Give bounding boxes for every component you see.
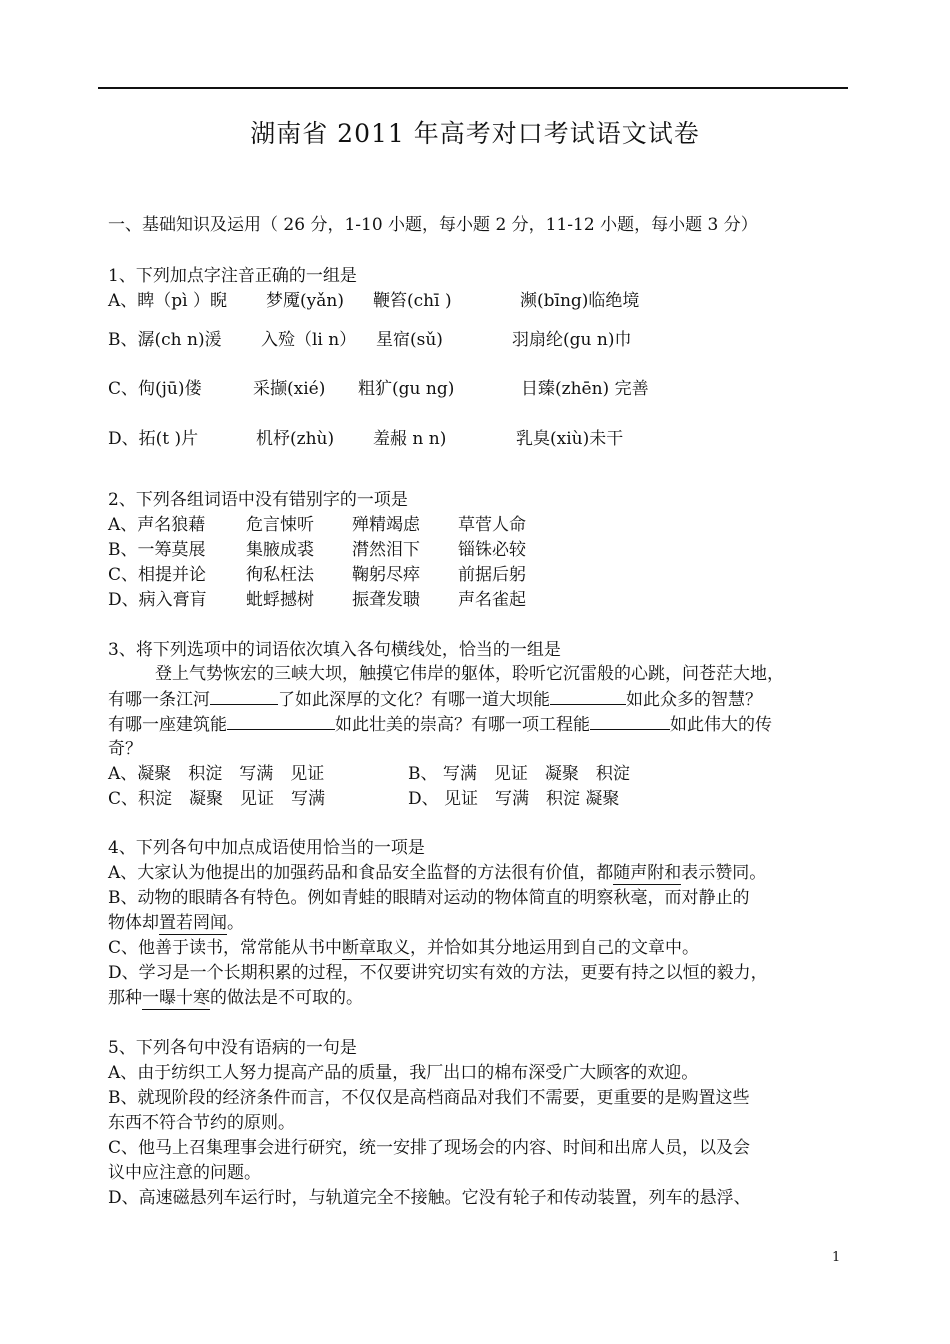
option-text: 羞赧 n n) xyxy=(373,429,447,449)
q5-option-a: A、由于纺织工人努力提高产品的质量，我厂出口的棉布深受广大顾客的欢迎。 xyxy=(108,1063,699,1083)
option-text: 殚精竭虑 xyxy=(352,515,420,535)
q5-stem: 5、下列各句中没有语病的一句是 xyxy=(108,1038,357,1058)
fill-blank xyxy=(210,687,278,705)
q5-option-c: C、他马上召集理事会进行研究，统一安排了现场会的内容、时间和出席人员，以及会 xyxy=(108,1138,751,1158)
option-text: 蚍蜉撼树 xyxy=(246,590,314,610)
q5-option-c-cont: 议中应注意的问题。 xyxy=(108,1163,261,1183)
page-number: 1 xyxy=(832,1250,841,1265)
option-text: C、他善于读书，常常能从书中 xyxy=(108,938,343,958)
fill-blank xyxy=(550,687,626,705)
option-text: 濒(bīng)临绝境 xyxy=(520,291,640,311)
option-text: 粗犷(gu ng) xyxy=(358,379,455,399)
q3-stem: 3、将下列选项中的词语依次填入各句横线处，恰当的一组是 xyxy=(108,640,561,660)
q3-options-ab xyxy=(108,762,630,786)
option-text: 前据后躬 xyxy=(458,565,526,585)
q2-option-d xyxy=(108,588,526,612)
q5-option-b-cont: 东西不符合节约的原则。 xyxy=(108,1113,295,1133)
q4-option-d: D、学习是一个长期积累的过程，不仅要讲究切实有效的方法，更要有持之以恒的毅力， xyxy=(108,963,768,983)
q1-option-c xyxy=(108,377,649,401)
header-rule xyxy=(98,87,848,89)
fill-blank xyxy=(227,712,335,730)
q4-option-a xyxy=(108,861,766,885)
q4-stem: 4、下列各句中加点成语使用恰当的一项是 xyxy=(108,838,425,858)
q3-passage-line: 登上气势恢宏的三峡大坝，触摸它伟岸的躯体，聆听它沉雷般的心跳，问苍茫大地， xyxy=(155,664,784,684)
option-text: D、病入膏肓 xyxy=(108,590,207,610)
option-text: A、凝聚 积淀 写满 见证 xyxy=(108,764,325,784)
q3-passage-line xyxy=(108,712,772,737)
q5-option-b: B、就现阶段的经济条件而言，不仅仅是高档商品对我们不需要，更重要的是购置这些 xyxy=(108,1088,750,1108)
q1-stem: 1、下列加点字注音正确的一组是 xyxy=(108,266,357,286)
passage-text: 如此壮美的崇高？有哪一项工程能 xyxy=(335,715,590,735)
option-text: 集腋成裘 xyxy=(246,540,314,560)
option-text: 星宿(sǔ) xyxy=(376,330,443,350)
underlined-idiom: 断章取义 xyxy=(342,938,411,958)
option-text: C、佝(jū)偻 xyxy=(108,379,202,399)
option-text: 梦魇(yǎn) xyxy=(266,291,344,311)
option-text: 日臻(zhēn) 完善 xyxy=(521,379,649,399)
q3-options-cd xyxy=(108,787,619,811)
passage-text: 了如此深厚的文化？有哪一道大坝能 xyxy=(278,690,550,710)
underlined-idiom: 一曝十寒 xyxy=(142,988,210,1008)
q4-option-b-cont xyxy=(108,911,244,935)
option-text: 振聋发聩 xyxy=(352,590,420,610)
option-text: D、 见证 写满 积淀 凝聚 xyxy=(408,789,620,809)
option-text: 危言悚听 xyxy=(246,515,314,535)
option-text: 那种 xyxy=(108,988,142,1008)
q1-option-a xyxy=(108,289,639,313)
q4-option-b: B、动物的眼睛各有特色。例如青蛙的眼睛对运动的物体简直的明察秋毫，而对静止的 xyxy=(108,888,750,908)
option-text: B、潺(ch n)湲 xyxy=(108,330,222,350)
option-text: B、一筹莫展 xyxy=(108,540,206,560)
option-text: 锱铢必较 xyxy=(458,540,526,560)
passage-text: 有哪一座建筑能 xyxy=(108,715,227,735)
q4-option-c xyxy=(108,936,699,960)
q2-option-c xyxy=(108,563,526,587)
option-text: 羽扇纶(gu n)巾 xyxy=(512,330,632,350)
option-text: 采撷(xié) xyxy=(253,379,326,399)
q1-option-d xyxy=(108,427,623,451)
option-text: D、拓(t )片 xyxy=(108,429,199,449)
option-text: 物体却 xyxy=(108,913,159,933)
option-text: 声名雀起 xyxy=(458,590,526,610)
q5-option-d: D、高速磁悬列车运行时，与轨道完全不接触。它没有轮子和传动装置，列车的悬浮、 xyxy=(108,1188,751,1208)
option-text: 表示赞同。 xyxy=(681,863,767,883)
option-text: B、 写满 见证 凝聚 积淀 xyxy=(408,764,630,784)
underlined-idiom: 置若罔闻 xyxy=(159,913,227,933)
option-text: 鞠躬尽瘁 xyxy=(352,565,420,585)
option-text: A、大家认为他提出的加强药品和食品安全监督的方法很有价值，都 xyxy=(108,863,614,883)
option-text: 机杼(zhù) xyxy=(256,429,335,449)
passage-text: 有哪一条江河 xyxy=(108,690,210,710)
option-text: 的做法是不可取的。 xyxy=(210,988,363,1008)
q1-option-b xyxy=(108,328,631,352)
option-text: 鞭笞(chī ) xyxy=(373,291,452,311)
option-text: A、睥（pì ）睨 xyxy=(108,291,227,311)
option-text: C、相提并论 xyxy=(108,565,207,585)
option-text: 。 xyxy=(227,913,244,933)
q2-stem: 2、下列各组词语中没有错别字的一项是 xyxy=(108,490,408,510)
option-text: 草菅人命 xyxy=(458,515,526,535)
option-text: 乳臭(xiù)未干 xyxy=(516,429,624,449)
option-text: A、声名狼藉 xyxy=(108,515,206,535)
fill-blank xyxy=(590,712,670,730)
page-title: 湖南省 2011 年高考对口考试语文试卷 xyxy=(250,119,700,148)
q3-passage-line xyxy=(108,687,762,712)
q2-option-b xyxy=(108,538,526,562)
q4-option-d-cont xyxy=(108,986,363,1010)
option-text: 入殓（li n） xyxy=(261,330,357,350)
q3-passage-line: 奇？ xyxy=(108,739,142,759)
option-text: ，并恰如其分地运用到自己的文章中。 xyxy=(410,938,700,958)
underlined-idiom: 随声附和 xyxy=(613,863,682,883)
option-text: 徇私枉法 xyxy=(246,565,314,585)
option-text: C、积淀 凝聚 见证 写满 xyxy=(108,789,326,809)
passage-text: 如此众多的智慧？ xyxy=(626,690,762,710)
option-text: 潸然泪下 xyxy=(352,540,420,560)
passage-text: 如此伟大的传 xyxy=(670,715,772,735)
q2-option-a xyxy=(108,513,526,537)
section-heading: 一、基础知识及运用（ 26 分，1-10 小题，每小题 2 分，11-12 小题，每小题 3 分） xyxy=(108,215,758,235)
